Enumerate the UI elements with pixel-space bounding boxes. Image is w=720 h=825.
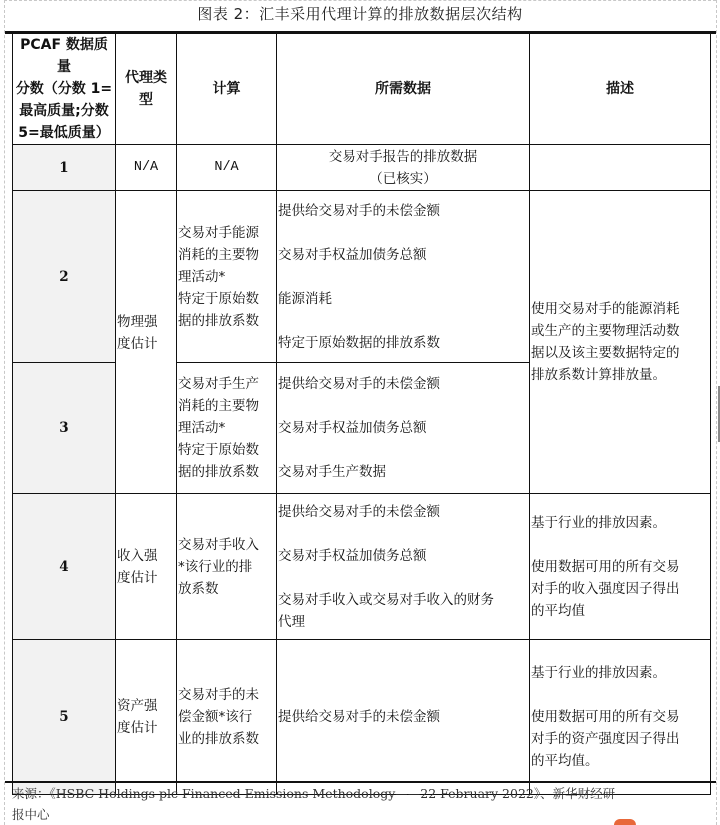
header-required-data: 所需数据: [277, 34, 530, 145]
header-score-line: 分数（分数 1=: [15, 81, 113, 97]
required-data-line: 提供给交易对手的未偿金额: [278, 202, 440, 219]
page-frame-top: [4, 0, 716, 1]
description-line: 使用交易对手的能源消耗: [531, 301, 680, 317]
table-row: [13, 191, 711, 363]
header-description: 描述: [530, 34, 711, 145]
header-proxy-type-line: 代理类: [125, 70, 167, 86]
calculation-line: *该行业的排: [178, 558, 253, 575]
required-data-line: 交易对手权益加债务总额: [278, 246, 427, 263]
proxy-type-cell: [116, 494, 177, 640]
description-line: 的平均值。: [531, 753, 599, 769]
calculation-cell: [177, 191, 277, 363]
required-data-line: 交易对手报告的排放数据: [328, 148, 478, 165]
proxy-type-line: 度估计: [117, 720, 158, 736]
proxy-type-cell-physical: [116, 191, 177, 494]
header-calculation: 计算: [177, 34, 277, 145]
spacer: [278, 395, 528, 417]
description-cell: [530, 640, 711, 795]
required-data-line: 能源消耗: [278, 290, 332, 307]
description-line: 基于行业的排放因素。: [531, 665, 666, 681]
calculation-line: 特定于原始数: [178, 290, 259, 307]
calculation-line: 交易对手生产: [178, 376, 259, 392]
required-data-line: （已核实）: [369, 170, 437, 187]
required-data-line: 特定于原始数据的排放系数: [278, 334, 440, 351]
calculation-line: 据的排放系数: [178, 464, 259, 480]
calculation-line: 据的排放系数: [178, 312, 259, 329]
required-data-line: 交易对手权益加债务总额: [278, 420, 427, 436]
calculation-line: 理活动*: [178, 420, 226, 436]
calculation-line: 交易对手的未: [178, 687, 259, 703]
calculation-line: 消耗的主要物: [178, 398, 259, 414]
spacer: [278, 310, 528, 332]
required-data-line: 交易对手生产数据: [278, 464, 386, 480]
required-data-cell: [277, 191, 530, 363]
required-data-line: 交易对手权益加债务总额: [278, 547, 427, 564]
header-score: [13, 34, 116, 145]
page-frame-left: [4, 0, 5, 825]
spacer: [278, 266, 528, 288]
description-line: 据以及该主要数据特定的: [531, 345, 680, 361]
description-cell: [530, 494, 711, 640]
calculation-line: 偿金额*该行: [178, 709, 253, 725]
required-data-line: 提供给交易对手的未偿金额: [278, 376, 440, 392]
spacer: [278, 523, 528, 545]
description-line: 排放系数计算排放量。: [531, 367, 666, 383]
spacer: [278, 439, 528, 461]
header-score-line: 5=最低质量）: [18, 125, 110, 141]
description-line: 的平均值: [531, 602, 585, 619]
proxy-type-line: 收入强: [117, 547, 158, 564]
calculation-line: 交易对手能源: [178, 224, 259, 241]
description-cell: [530, 145, 711, 191]
score-cell: 4: [13, 494, 116, 640]
source-note: [12, 783, 712, 825]
page-frame-right: [716, 0, 717, 825]
emissions-hierarchy-table: [12, 33, 711, 795]
header-proxy-type: [116, 34, 177, 145]
spacer: [531, 684, 709, 706]
description-line: 使用数据可用的所有交易: [531, 709, 680, 725]
spacer: [278, 567, 528, 589]
calculation-line: 交易对手收入: [178, 536, 259, 553]
description-line: 或生产的主要物理活动数: [531, 323, 680, 339]
description-line: 使用数据可用的所有交易: [531, 558, 680, 575]
header-score-line: 最高质量;分数: [19, 103, 109, 119]
spacer: [278, 222, 528, 244]
table-row: [13, 640, 711, 795]
calculation-line: 理活动*: [178, 268, 226, 285]
header-score-line: PCAF 数据质量: [20, 37, 108, 75]
figure-title: 图表 2：汇丰采用代理计算的排放数据层次结构: [197, 5, 523, 23]
watermark-logo-icon: [614, 819, 636, 825]
required-data-cell: [277, 363, 530, 494]
header-row: [13, 34, 711, 145]
calculation-line: 特定于原始数: [178, 442, 259, 458]
description-cell-physical: [530, 191, 711, 494]
proxy-type-line: 度估计: [117, 569, 158, 586]
required-data-cell: [277, 494, 530, 640]
calculation-cell: [177, 494, 277, 640]
proxy-type-line: 度估计: [117, 336, 158, 352]
calculation-cell: [177, 363, 277, 494]
score-cell: 3: [13, 363, 116, 494]
calculation-cell: [177, 640, 277, 795]
score-cell: 5: [13, 640, 116, 795]
proxy-type-cell: N/A: [116, 145, 177, 191]
calculation-line: 放系数: [178, 580, 219, 597]
source-line: 报中心: [12, 807, 50, 822]
proxy-type-cell: [116, 640, 177, 795]
calculation-line: 业的排放系数: [178, 731, 259, 747]
required-data-cell: 提供给交易对手的未偿金额: [277, 640, 530, 795]
table-row: [13, 494, 711, 640]
required-data-line: 交易对手收入或交易对手收入的财务: [278, 591, 494, 608]
calculation-line: 消耗的主要物: [178, 246, 259, 263]
required-data-line: 提供给交易对手的未偿金额: [278, 503, 440, 520]
table-row: [13, 145, 711, 191]
header-proxy-type-line: 型: [139, 92, 153, 108]
required-data-line: 代理: [278, 613, 305, 630]
description-line: 基于行业的排放因素。: [531, 514, 666, 531]
description-line: 对手的资产强度因子得出: [531, 731, 680, 747]
score-cell: 1: [13, 145, 116, 191]
source-line: 来源：《HSBC Holdings plc Financed Emissions Methodology——22 February 2022》、新华财经研: [12, 786, 616, 801]
calculation-cell: N/A: [177, 145, 277, 191]
score-cell: 2: [13, 191, 116, 363]
description-line: 对手的收入强度因子得出: [531, 580, 680, 597]
spacer: [531, 534, 709, 556]
required-data-cell: [277, 145, 530, 191]
proxy-type-line: 资产强: [117, 698, 158, 714]
proxy-type-line: 物理强: [117, 314, 158, 330]
